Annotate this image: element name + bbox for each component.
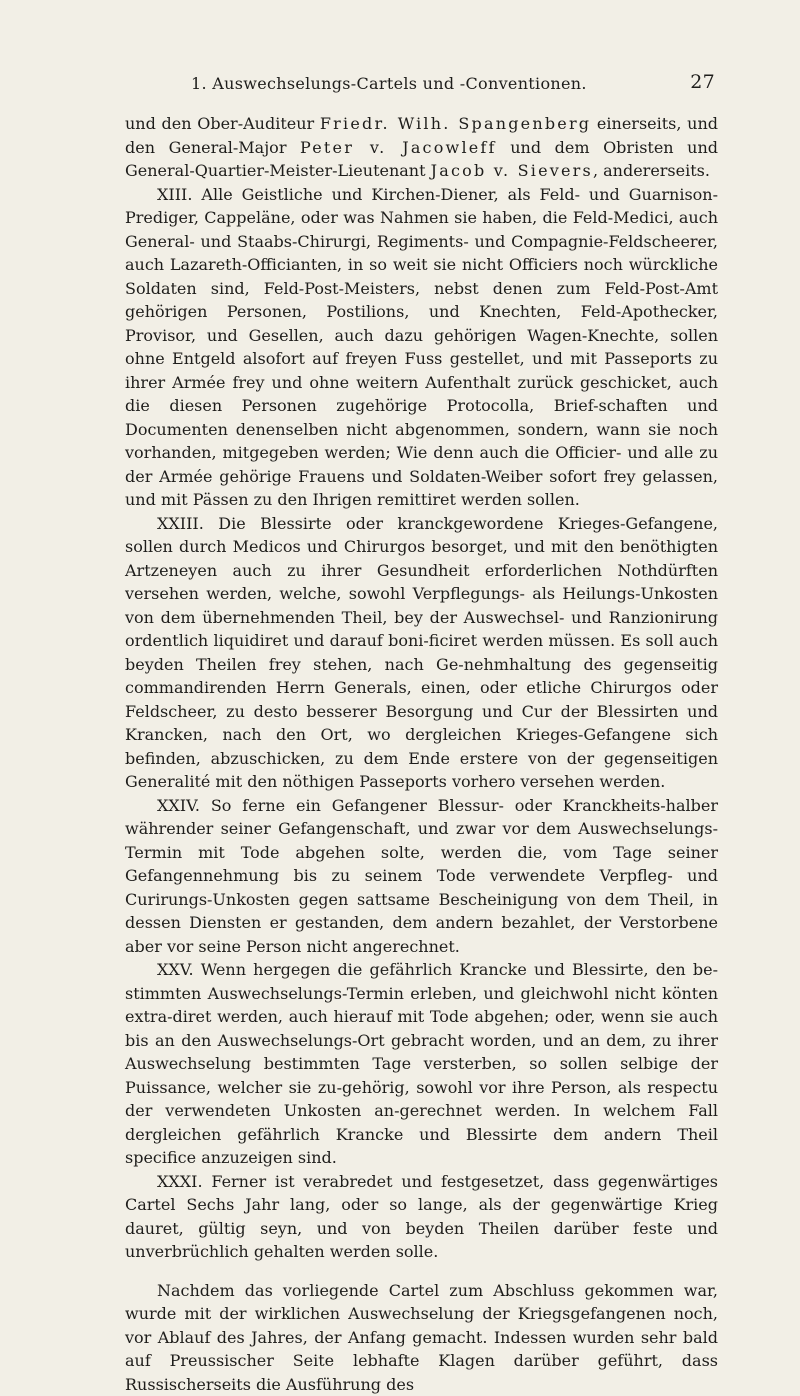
article-xxiii: XXIII. Die Blessirte oder kranckgewordene Krieges-Gefangene, sollen durch Medicos und Chirurgos besorget, und mit den benöthigten Artzeneyen auch zu ihrer Gesundheit erforderlichen Nothdürften versehen werden, welche, sowohl Verpflegungs- als Heilungs-Unkosten von dem übernehmenden Theil, bey der Auswechsel- und Ranzionirung ordentlich liquidiret und darauf boni-ficiret werden müssen. Es soll auch beyden Theilen frey stehen, nach Ge-nehmhaltung des gegenseitig commandirenden Herrn Generals, einen, oder etliche Chirurgos oder Feldscheer, zu desto besserer Besorgung und Cur der Blessirten und Krancken, nach den Ort, wo dergleichen Krieges-Gefangene sich befinden, abzuschicken, zu dem Ende erstere von der gegenseitigen Generalité mit den nöthigen Passeports vorhero versehen werden. (125, 512, 718, 794)
text-run: und den Ober-Auditeur (125, 114, 320, 133)
narrative-paragraph: Nachdem das vorliegende Cartel zum Abschluss gekommen war, wurde mit der wirklichen Auswechselung der Kriegsgefangenen noch, vor Ablauf des Jahres, der Anfang gemacht. Indessen wurden sehr bald auf Preussischer Seite lebhafte Klagen darüber geführt, dass Russischerseits die Ausführung des (125, 1279, 718, 1396)
article-xxv: XXV. Wenn hergegen die gefährlich Krancke und Blessirte, den be-stimmten Auswechselungs-Termin erleben, und gleichwohl nicht könten extra-diret werden, auch hierauf mit Tode abgehen; oder, wenn sie auch bis an den Auswechselungs-Ort gebracht worden, und an dem, zu ihrer Auswechselung bestimmten Tage versterben, so sollen selbige der Puissance, welcher sie zu-gehörig, sowohl vor ihre Person, als respectu der verwendeten Unkosten an-gerechnet werden. In welchem Fall dergleichen gefährlich Krancke und Blessirte dem andern Theil specifice anzuzeigen sind. (125, 958, 718, 1170)
person-name-spangenberg: Friedr. Wilh. Spangenberg (320, 114, 591, 133)
article-xxxi: XXXI. Ferner ist verabredet und festgesetzet, dass gegenwärtiges Cartel Sechs Jahr lang, oder so lange, als der gegenwärtige Krieg dauret, gültig seyn, und von beyden Theilen darüber feste und unverbrüchlich gehalten werden solle. (125, 1170, 718, 1264)
article-xxiv: XXIV. So ferne ein Gefangener Blessur- oder Kranckheits-halber währender seiner Gefangenschaft, und zwar vor dem Auswechselungs-Termin mit Tode abgehen solte, werden die, vom Tage seiner Gefangennehmung bis zu seinem Tode verwendete Verpfleg- und Curirungs-Unkosten gegen sattsame Bescheinigung von dem Theil, in dessen Diensten er gestanden, dem andern bezahlet, der Verstorbene aber vor seine Person nicht angerechnet. (125, 794, 718, 959)
person-name-sievers: Jacob v. Sievers (431, 161, 593, 180)
article-xiii: XIII. Alle Geistliche und Kirchen-Diener, als Feld- und Guarnison-Prediger, Cappeläne, oder was Nahmen sie haben, die Feld-Medici, auch General- und Staabs-Chirurgi, Regiments- und Compagnie-Feldscheerer, auch Lazareth-Officianten, in so weit sie nicht Officiers noch würckliche Soldaten sind, Feld-Post-Meisters, nebst denen zum Feld-Post-Amt gehörigen Personen, Postilions, und Knechten, Feld-Apothecker, Provisor, und Gesellen, auch dazu gehörigen Wagen-Knechte, sollen ohne Entgeld alsofort auf freyen Fuss gestellet, und mit Passeports zu ihrer Armée frey und ohne weitern Aufenthalt zurück geschicket, auch die diesen Personen zugehörige Protocolla, Brief-schaften und Documenten denenselben nicht abgenommen, sondern, wann sie noch vorhanden, mitgegeben werden; Wie denn auch die Officier- und alle zu der Armée gehörige Frauens und Soldaten-Weiber sofort frey gelassen, und mit Pässen zu den Ihrigen remittiret werden sollen. (125, 183, 718, 512)
person-name-jacowleff: Peter v. Jacowleff (300, 138, 497, 157)
text-run: einerseits, und den General-Major (125, 114, 718, 157)
body-text (125, 112, 718, 1396)
paragraph-opening-signatories (125, 112, 718, 183)
text-run: und dem Obristen und General-Quartier-Meister-Lieutenant (125, 138, 718, 181)
running-title: 1. Auswechselungs-Cartels und -Conventionen. (191, 74, 587, 93)
page-number: 27 (690, 71, 715, 93)
text-run: , andererseits. (593, 161, 710, 180)
running-head (125, 74, 715, 98)
